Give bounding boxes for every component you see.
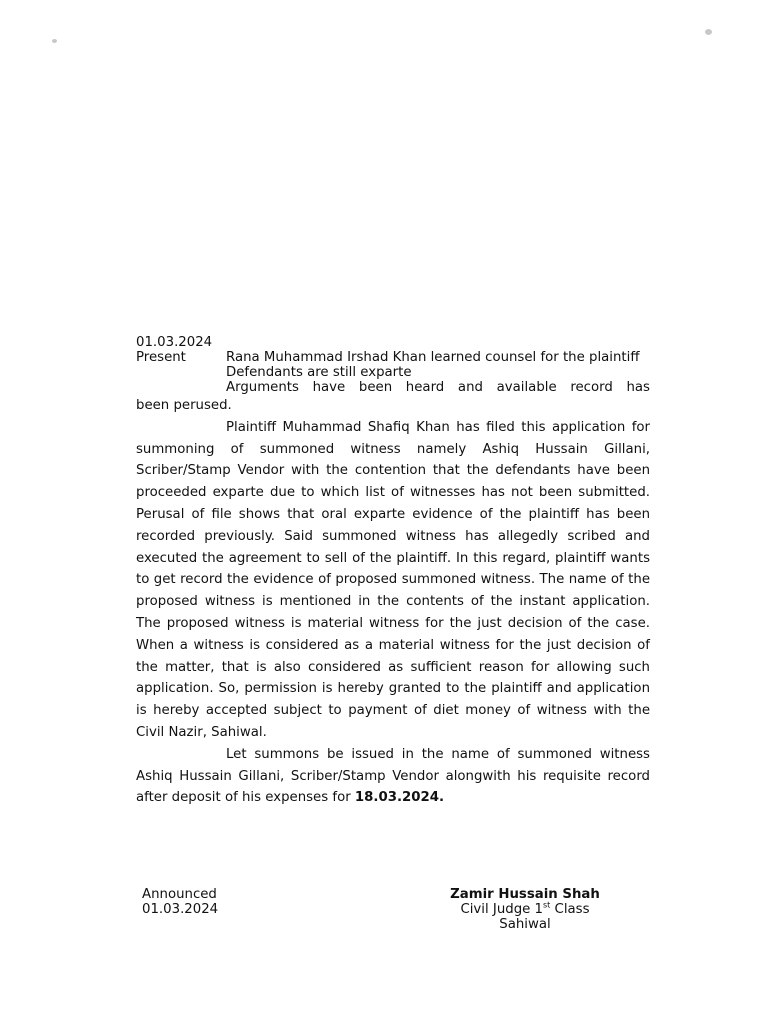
order-sheet bbox=[136, 335, 650, 809]
judge-designation: Civil Judge 1st Class bbox=[460, 900, 590, 917]
next-hearing-date: 18.03.2024. bbox=[354, 790, 445, 806]
summons-text: Let summons be issued in the name of summoned witness Ashiq Hussain Gillani, Scriber/Stamp Vendor alongwith his requisite record after deposit of his expenses for bbox=[136, 746, 650, 806]
arguments-line: Arguments have been heard and available record has bbox=[226, 380, 650, 395]
summons-paragraph bbox=[136, 744, 650, 809]
present-row bbox=[136, 350, 650, 365]
scan-speck bbox=[705, 29, 712, 35]
announced-block bbox=[142, 887, 218, 917]
defendants-status: Defendants are still exparte bbox=[226, 365, 412, 380]
order-date: 01.03.2024 bbox=[136, 335, 213, 350]
present-counsel: Rana Muhammad Irshad Khan learned counsel for the plaintiff bbox=[226, 350, 640, 365]
arguments-continued: been perused. bbox=[136, 398, 232, 413]
announced-label: Announced bbox=[142, 887, 217, 902]
announced-date: 01.03.2024 bbox=[142, 902, 219, 917]
judge-signature-block bbox=[430, 887, 620, 932]
scan-speck bbox=[52, 39, 57, 43]
court-location: Sahiwal bbox=[499, 917, 551, 932]
main-paragraph: Plaintiff Muhammad Shafiq Khan has filed this application for summoning of summoned witness namely Ashiq Hussain Gillani, Scriber/Stamp Vendor with the contention that the defendants have been proceeded exparte due to which list of witnesses has not been submitted. Perusal of file shows that oral exparte evidence of the plaintiff has been recorded previously. Said summoned witness has allegedly scribed and executed the agreement to sell of the plaintiff. In this regard, plaintiff wants to get record the evidence of proposed summoned witness. The name of the proposed witness is mentioned in the contents of the instant application. The proposed witness is material witness for the just decision of the case. When a witness is considered as a material witness for the just decision of the matter, that is also considered as sufficient reason for allowing such application. So, permission is hereby granted to the plaintiff and application is hereby accepted subject to payment of diet money of witness with the Civil Nazir, Sahiwal. bbox=[136, 419, 650, 740]
judge-name: Zamir Hussain Shah bbox=[450, 887, 600, 902]
present-label: Present bbox=[136, 350, 186, 365]
